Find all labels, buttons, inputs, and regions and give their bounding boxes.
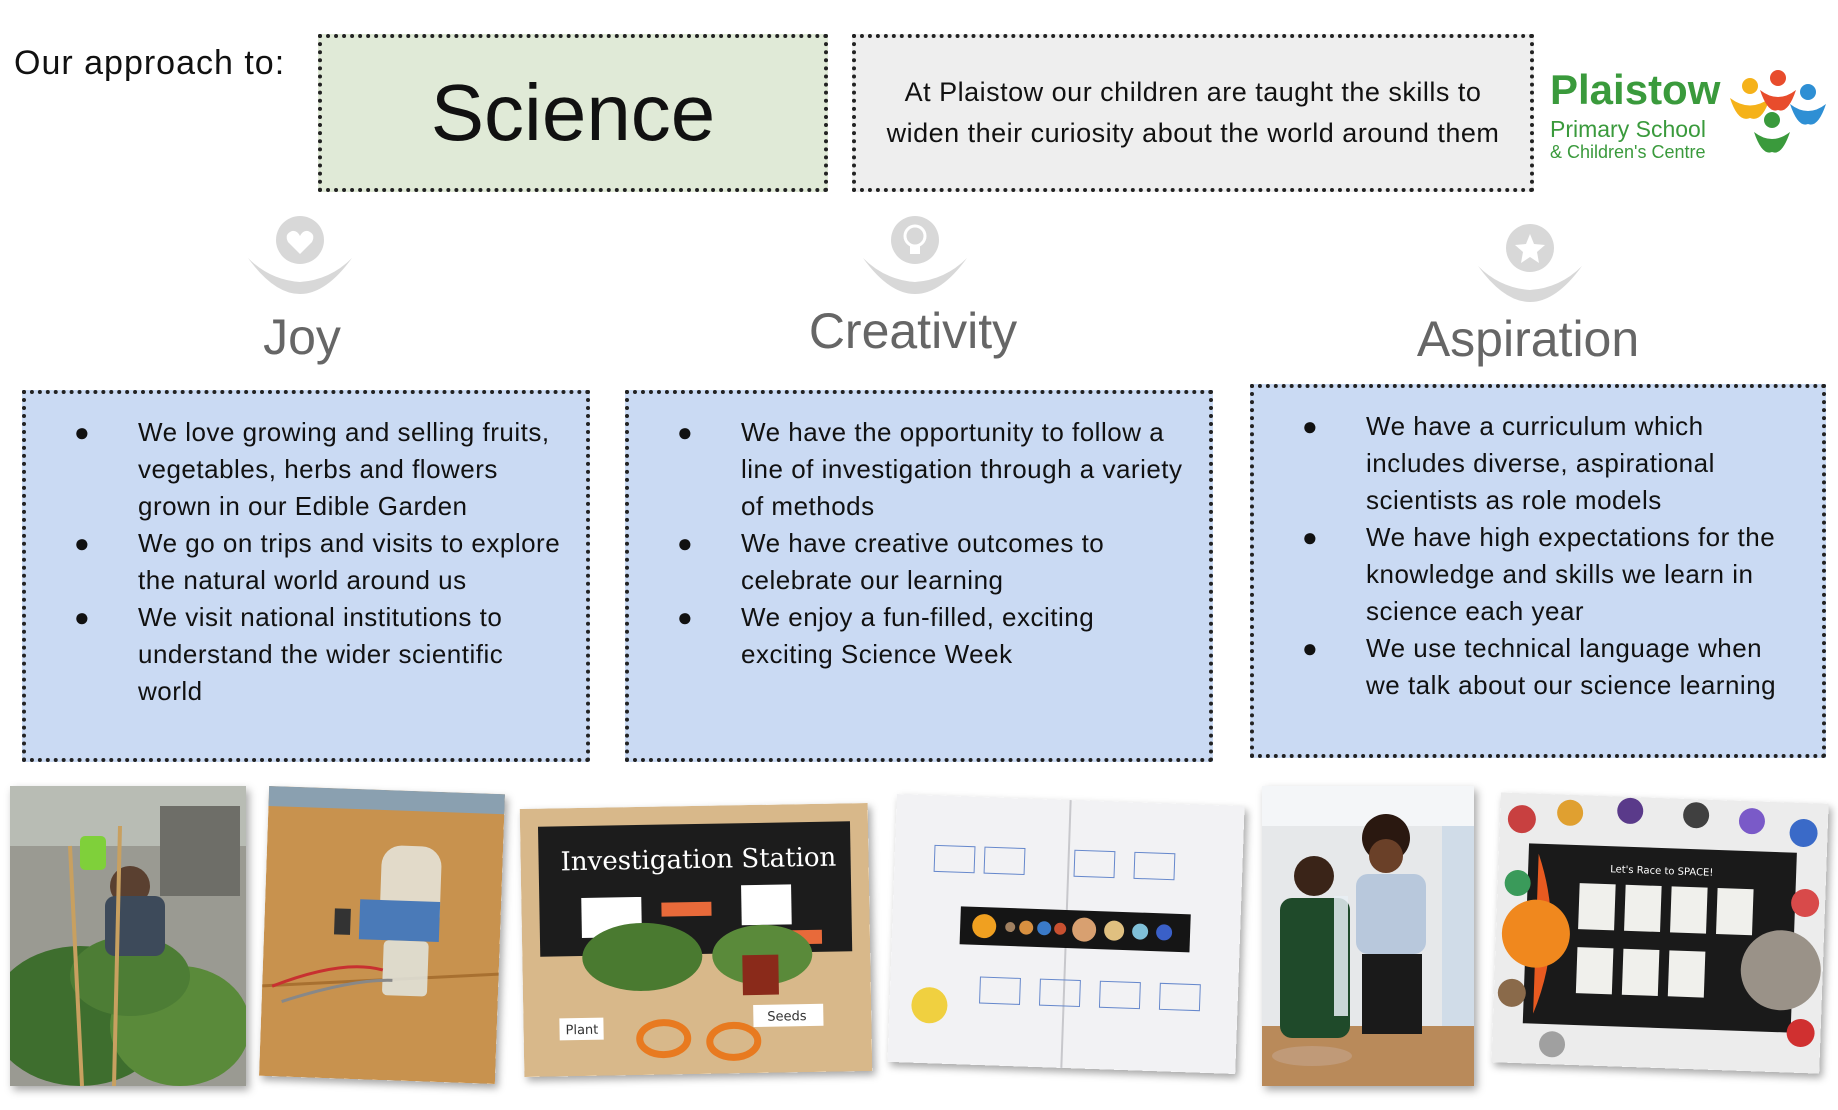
intro-statement: At Plaistow our children are taught the skills to widen their curiosity about the world around them [852,34,1534,192]
investigation-sign-text: Investigation Station [560,842,837,878]
logo-subtitle-2: & Children's Centre [1550,142,1706,162]
list-item: ● We have the opportunity to follow a line of investigation through a variety of methods [629,414,1191,525]
bullet-marker: ● [74,528,91,558]
list-item: ● We go on trips and visits to explore the natural world around us [26,525,568,599]
logo-school-name: Plaistow [1550,66,1721,113]
joy-bullet-list [26,414,586,710]
value-heading-joy: Joy [263,309,341,365]
space-display-photo [1491,792,1828,1073]
plant-label-text: Plant [565,1022,599,1039]
list-item: ● We have high expectations for the knowledge and skills we learn in science each year [1254,519,1802,630]
list-item: ● We use technical language when we talk about our science learning [1254,630,1802,704]
garden-photo [10,786,246,1086]
space-sign-text: Let's Race to SPACE! [1609,864,1714,879]
aspiration-panel [1250,384,1826,758]
joy-panel [22,390,590,762]
people-logo-icon [1722,68,1832,158]
creativity-bullet-list [629,414,1209,673]
circuit-experiment-photo [259,786,505,1084]
list-item: ● We visit national institutions to understand the wider scientific world [26,599,568,710]
investigation-station-photo [520,803,873,1077]
logo-subtitle: Primary School [1550,116,1706,142]
bullet-marker: ● [74,417,91,447]
creativity-panel [625,390,1213,762]
aspiration-bullet-list [1254,408,1822,704]
list-item: ● We love growing and selling fruits, vegetables, herbs and flowers grown in our Edible Garden [26,414,568,525]
solar-system-notebook-photo [887,794,1244,1074]
list-item: ● We enjoy a fun-filled, exciting exciting Science Week [629,599,1191,673]
bullet-marker: ● [677,602,694,632]
subject-title: Science [318,34,828,192]
list-item: ● We have creative outcomes to celebrate our learning [629,525,1191,599]
bullet-marker: ● [1302,633,1319,663]
bullet-marker: ● [74,602,91,632]
bullet-marker: ● [677,528,694,558]
school-logo [1550,56,1830,166]
bullet-marker: ● [1302,411,1319,441]
bullet-marker: ● [677,417,694,447]
value-heading-aspiration: Aspiration [1416,311,1640,367]
list-item: ● We have a curriculum which includes diverse, aspirational scientists as role models [1254,408,1802,519]
bullet-marker: ● [1302,522,1319,552]
approach-label: Our approach to: [14,44,286,82]
value-heading-creativity: Creativity [808,303,1018,359]
seeds-label-text: Seeds [767,1009,807,1025]
students-experiment-photo [1262,786,1474,1086]
